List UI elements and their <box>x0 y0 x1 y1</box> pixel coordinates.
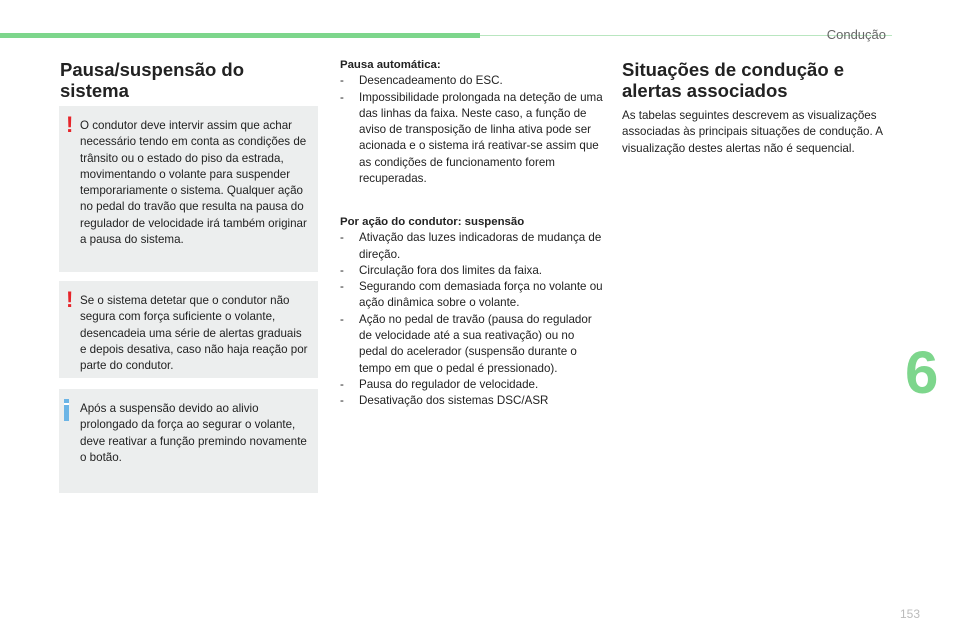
list-item-text: Ação no pedal de travão (pausa do regulador de velocidade até a sua reativação) ou no pedal do acelerador (suspensão durante o tempo em que o pedal é pressionado). <box>359 312 592 375</box>
dash-bullet: - <box>340 280 344 294</box>
intro-paragraph: As tabelas seguintes descrevem as visualizações associadas às principais situações de condução. A visualização destes alertas não é sequencial. <box>622 109 883 155</box>
list-item <box>340 90 605 188</box>
list-item-text: Impossibilidade prolongada na deteção de uma das linhas da faixa. Neste caso, a função de aviso de transposição de linha ativa pode ser acionada e o sistema irá reativar-se assim que as condições de funcionamento forem recuperadas. <box>359 90 603 186</box>
warning-box-hands-off <box>59 281 318 378</box>
list-item <box>340 263 605 279</box>
heading-line: Situações de condução e <box>622 59 845 80</box>
warning-text: O condutor deve intervir assim que achar necessário tendo em conta as condições de trânsito ou o estado do piso da estrada, movimentando o volante para suspender temporariamente o sistema. Qualquer ação no pedal do travão que resulta na pausa do regulador de velocidade irá também originar a pausa do sistema. <box>80 119 307 247</box>
heading-pause-suspension <box>60 59 320 101</box>
list-item <box>340 393 605 409</box>
heading-driving-situations <box>622 59 902 101</box>
section-title: Condução <box>826 27 886 42</box>
exclamation-warning-icon: ! <box>66 287 74 312</box>
warning-text: Se o sistema detetar que o condutor não segura com força suficiente o volante, desencadeia uma série de alertas graduais e depois desativa, caso não haja reação por parte do condutor. <box>80 294 308 373</box>
automatic-pause-section <box>340 57 605 187</box>
dash-bullet: - <box>340 231 344 245</box>
dash-bullet: - <box>340 312 344 326</box>
heading-line: sistema <box>60 80 129 101</box>
list-item-text: Pausa do regulador de velocidade. <box>359 377 539 391</box>
chapter-number: 6 <box>905 339 939 406</box>
info-text: Após a suspensão devido ao alivio prolongado da força ao segurar o volante, deve reativar a função premindo novamente o botão. <box>80 402 307 464</box>
heading-line: Pausa/suspensão do <box>60 59 245 80</box>
info-box-reactivate <box>59 389 318 493</box>
dash-bullet: - <box>340 394 344 408</box>
dash-bullet: - <box>340 74 344 88</box>
list-item <box>340 312 605 377</box>
heading-line: alertas associados <box>622 80 788 101</box>
page-number: 153 <box>899 607 920 621</box>
list-item-text: Ativação das luzes indicadoras de mudança de direção. <box>359 231 602 261</box>
list-item-text: Desativação dos sistemas DSC/ASR <box>359 394 549 408</box>
list-item <box>340 73 605 89</box>
list-item <box>340 377 605 393</box>
dash-bullet: - <box>340 377 344 391</box>
list-item <box>340 230 605 263</box>
dash-bullet: - <box>340 263 344 277</box>
header-accent-bar <box>0 33 480 38</box>
dash-bullet: - <box>340 90 344 104</box>
list-item-text: Segurando com demasiada força no volante ou ação dinâmica sobre o volante. <box>359 280 603 310</box>
warning-box-driver-intervention <box>59 106 318 272</box>
driver-suspension-title: Por ação do condutor: suspensão <box>340 216 525 228</box>
exclamation-warning-icon: ! <box>66 112 74 137</box>
list-item-text: Circulação fora dos limites da faixa. <box>359 263 543 277</box>
list-item <box>340 279 605 312</box>
automatic-pause-title: Pausa automática: <box>340 59 441 71</box>
list-item-text: Desencadeamento do ESC. <box>359 74 503 88</box>
driver-suspension-section <box>340 214 605 410</box>
info-bar-icon <box>64 399 69 421</box>
